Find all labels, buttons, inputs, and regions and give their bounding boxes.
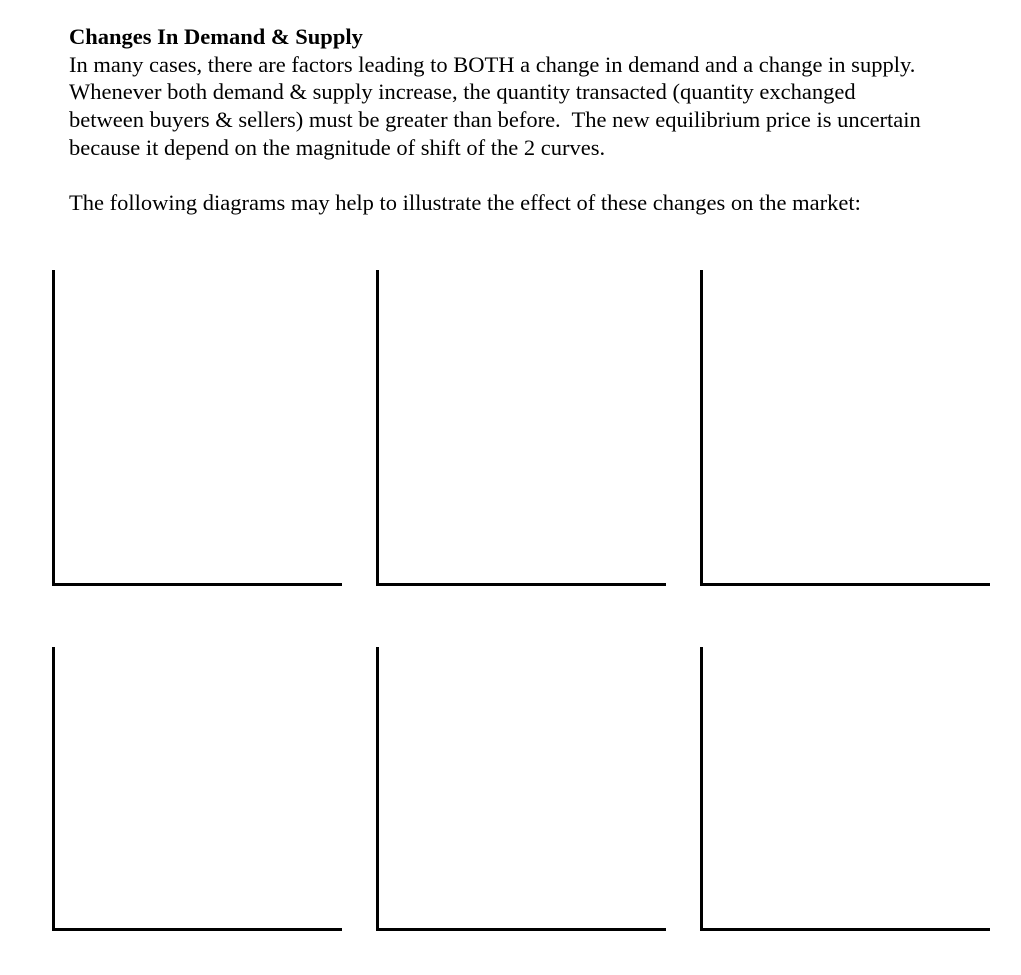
blank-diagram-axes-3 <box>700 270 990 586</box>
blank-diagram-axes-4 <box>52 647 342 931</box>
blank-diagram-axes-6 <box>700 647 990 931</box>
paragraph-line: Whenever both demand & supply increase, the quantity transacted (quantity exchanged <box>69 79 856 105</box>
blank-diagram-axes-2 <box>376 270 666 586</box>
text-block <box>69 23 999 217</box>
paragraph-spacer <box>69 162 999 190</box>
paragraph-line: In many cases, there are factors leading to BOTH a change in demand and a change in supply. <box>69 51 916 77</box>
paragraph-line: because it depend on the magnitude of shift of the 2 curves. <box>69 134 606 160</box>
body-paragraph <box>69 51 999 162</box>
blank-diagram-axes-5 <box>376 647 666 931</box>
intro-line <box>69 189 999 217</box>
paragraph-line: between buyers & sellers) must be greater than before. The new equilibrium price is uncertain <box>69 107 921 133</box>
page-title: Changes In Demand & Supply <box>69 24 363 49</box>
blank-diagram-axes-1 <box>52 270 342 586</box>
intro-text: The following diagrams may help to illustrate the effect of these changes on the market: <box>69 190 861 216</box>
